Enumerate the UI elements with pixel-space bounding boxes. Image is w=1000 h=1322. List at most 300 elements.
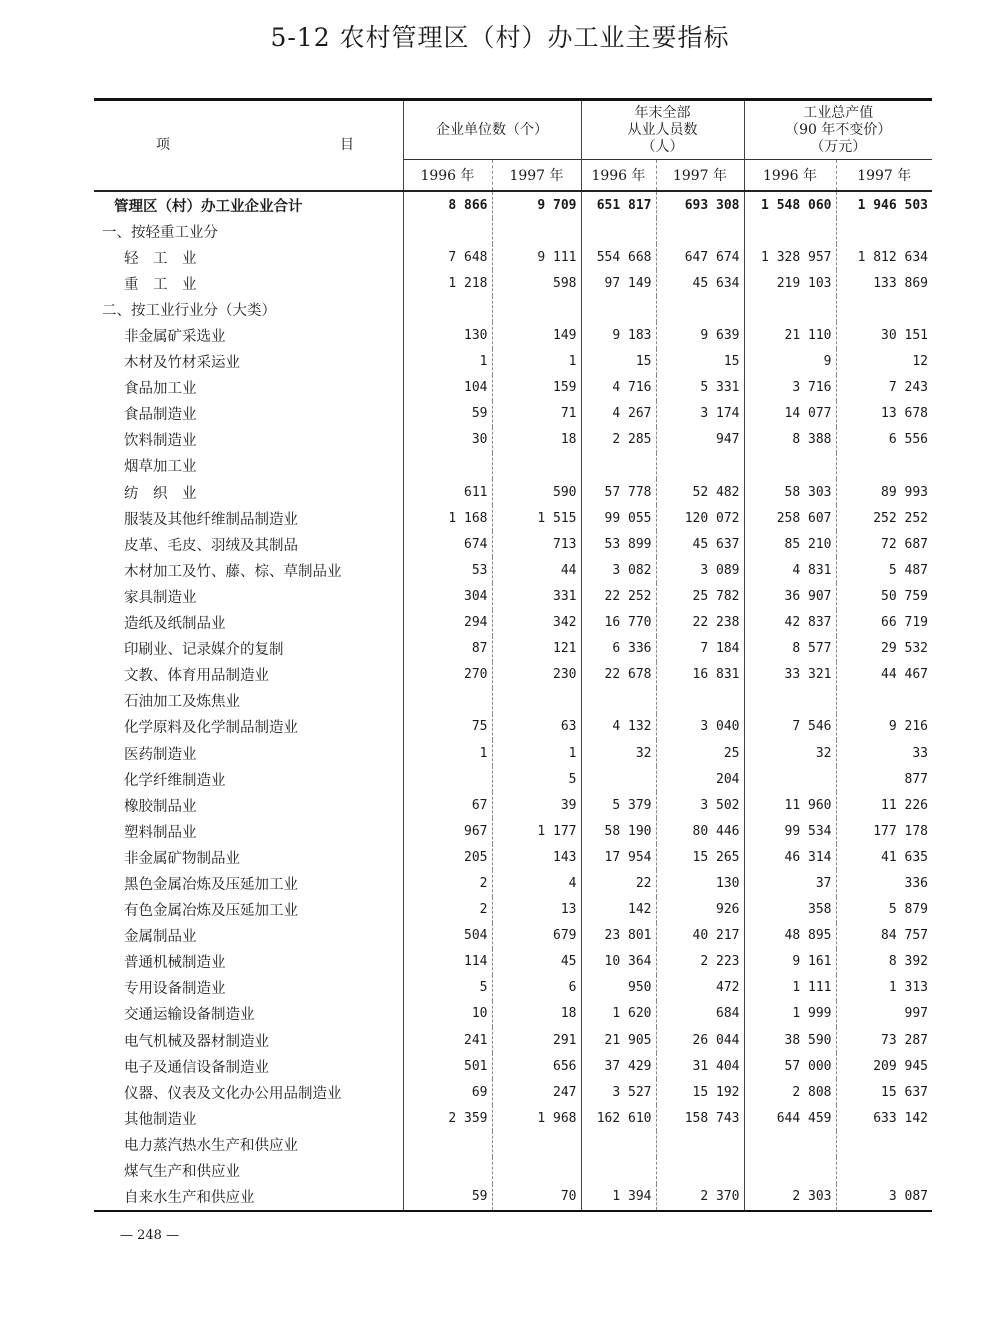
value-cell: 53 899 bbox=[581, 531, 656, 557]
value-cell: 9 639 bbox=[656, 322, 744, 348]
table-body bbox=[94, 191, 932, 1211]
units-year-1997: 1997 年 bbox=[492, 160, 581, 192]
value-cell: 22 238 bbox=[656, 610, 744, 636]
value-cell: 5 331 bbox=[656, 375, 744, 401]
value-cell: 219 103 bbox=[744, 270, 836, 296]
value-cell: 87 bbox=[403, 636, 492, 662]
value-cell bbox=[403, 1157, 492, 1183]
row-label: 石油加工及炼焦业 bbox=[124, 694, 240, 711]
value-cell: 22 bbox=[581, 870, 656, 896]
table-row bbox=[94, 740, 932, 766]
value-cell: 656 bbox=[492, 1053, 581, 1079]
value-cell: 37 429 bbox=[581, 1053, 656, 1079]
value-cell: 6 bbox=[492, 975, 581, 1001]
value-cell: 80 446 bbox=[656, 818, 744, 844]
value-cell bbox=[744, 453, 836, 479]
value-cell: 1 bbox=[492, 740, 581, 766]
value-cell: 5 487 bbox=[836, 557, 932, 583]
value-cell: 9 216 bbox=[836, 714, 932, 740]
table-row bbox=[94, 792, 932, 818]
value-cell: 304 bbox=[403, 583, 492, 609]
table-row bbox=[94, 844, 932, 870]
value-cell bbox=[492, 1131, 581, 1157]
value-cell: 6 336 bbox=[581, 636, 656, 662]
value-cell: 611 bbox=[403, 479, 492, 505]
value-cell: 142 bbox=[581, 897, 656, 923]
row-label: 食品加工业 bbox=[124, 381, 197, 398]
page-number: — 248 — bbox=[120, 1228, 180, 1243]
table-row bbox=[94, 349, 932, 375]
value-cell: 52 482 bbox=[656, 479, 744, 505]
value-cell: 5 bbox=[403, 975, 492, 1001]
value-cell: 16 770 bbox=[581, 610, 656, 636]
value-cell bbox=[403, 453, 492, 479]
value-cell: 9 161 bbox=[744, 949, 836, 975]
value-cell: 159 bbox=[492, 375, 581, 401]
table-row bbox=[94, 375, 932, 401]
value-cell: 590 bbox=[492, 479, 581, 505]
value-cell: 4 132 bbox=[581, 714, 656, 740]
table-row bbox=[94, 1105, 932, 1131]
value-cell: 2 303 bbox=[744, 1184, 836, 1211]
value-cell bbox=[581, 688, 656, 714]
table-row bbox=[94, 401, 932, 427]
row-label: 塑料制品业 bbox=[124, 824, 197, 841]
table-row bbox=[94, 583, 932, 609]
units-year-1996: 1996 年 bbox=[403, 160, 492, 192]
value-cell bbox=[581, 218, 656, 244]
value-cell: 162 610 bbox=[581, 1105, 656, 1131]
table-row bbox=[94, 610, 932, 636]
value-cell: 53 bbox=[403, 557, 492, 583]
value-cell: 11 960 bbox=[744, 792, 836, 818]
value-cell: 1 946 503 bbox=[836, 191, 932, 218]
value-cell: 133 869 bbox=[836, 270, 932, 296]
row-label: 服装及其他纤维制品制造业 bbox=[124, 511, 298, 528]
value-cell: 84 757 bbox=[836, 923, 932, 949]
table-row bbox=[94, 1184, 932, 1211]
row-label: 橡胶制品业 bbox=[124, 798, 197, 815]
row-label: 食品制造业 bbox=[124, 407, 197, 424]
value-cell: 997 bbox=[836, 1001, 932, 1027]
value-cell: 120 072 bbox=[656, 505, 744, 531]
value-cell: 38 590 bbox=[744, 1027, 836, 1053]
value-cell: 143 bbox=[492, 844, 581, 870]
value-cell: 241 bbox=[403, 1027, 492, 1053]
value-cell: 15 bbox=[581, 349, 656, 375]
value-cell: 12 bbox=[836, 349, 932, 375]
row-label: 电气机械及器材制造业 bbox=[124, 1033, 269, 1050]
value-cell bbox=[581, 766, 656, 792]
row-label: 皮革、毛皮、羽绒及其制品 bbox=[124, 537, 298, 554]
value-cell: 7 184 bbox=[656, 636, 744, 662]
value-cell: 2 370 bbox=[656, 1184, 744, 1211]
value-cell: 331 bbox=[492, 583, 581, 609]
table-row bbox=[94, 427, 932, 453]
row-label: 非金属矿物制品业 bbox=[124, 850, 240, 867]
value-cell: 36 907 bbox=[744, 583, 836, 609]
value-cell: 42 837 bbox=[744, 610, 836, 636]
table-row bbox=[94, 766, 932, 792]
value-cell: 63 bbox=[492, 714, 581, 740]
table-row bbox=[94, 870, 932, 896]
value-cell: 1 328 957 bbox=[744, 244, 836, 270]
value-cell bbox=[836, 1157, 932, 1183]
value-cell: 1 bbox=[403, 349, 492, 375]
value-cell: 85 210 bbox=[744, 531, 836, 557]
value-cell bbox=[656, 296, 744, 322]
value-cell: 58 190 bbox=[581, 818, 656, 844]
value-cell: 7 648 bbox=[403, 244, 492, 270]
value-cell: 2 359 bbox=[403, 1105, 492, 1131]
value-cell: 3 082 bbox=[581, 557, 656, 583]
value-cell: 3 087 bbox=[836, 1184, 932, 1211]
output-year-1996: 1996 年 bbox=[744, 160, 836, 192]
value-cell: 205 bbox=[403, 844, 492, 870]
value-cell bbox=[656, 1157, 744, 1183]
value-cell: 57 000 bbox=[744, 1053, 836, 1079]
value-cell: 209 945 bbox=[836, 1053, 932, 1079]
row-label: 木材加工及竹、藤、棕、草制品业 bbox=[124, 563, 342, 580]
value-cell: 674 bbox=[403, 531, 492, 557]
value-cell bbox=[656, 453, 744, 479]
value-cell: 950 bbox=[581, 975, 656, 1001]
value-cell: 59 bbox=[403, 1184, 492, 1211]
value-cell: 877 bbox=[836, 766, 932, 792]
value-cell: 294 bbox=[403, 610, 492, 636]
value-cell bbox=[656, 688, 744, 714]
value-cell bbox=[836, 218, 932, 244]
table-row bbox=[94, 531, 932, 557]
value-cell: 204 bbox=[656, 766, 744, 792]
value-cell bbox=[744, 1157, 836, 1183]
value-cell: 25 782 bbox=[656, 583, 744, 609]
value-cell: 32 bbox=[581, 740, 656, 766]
value-cell: 9 bbox=[744, 349, 836, 375]
value-cell: 291 bbox=[492, 1027, 581, 1053]
value-cell bbox=[656, 218, 744, 244]
table-row bbox=[94, 244, 932, 270]
table-row bbox=[94, 662, 932, 688]
table-row bbox=[94, 1001, 932, 1027]
value-cell: 59 bbox=[403, 401, 492, 427]
value-cell bbox=[492, 453, 581, 479]
row-label: 化学原料及化学制品制造业 bbox=[124, 720, 298, 737]
value-cell: 32 bbox=[744, 740, 836, 766]
value-cell: 2 285 bbox=[581, 427, 656, 453]
table-row bbox=[94, 557, 932, 583]
value-cell: 2 223 bbox=[656, 949, 744, 975]
value-cell: 8 392 bbox=[836, 949, 932, 975]
table-row bbox=[94, 923, 932, 949]
row-label: 一、按轻重工业分 bbox=[102, 224, 218, 241]
value-cell: 15 637 bbox=[836, 1079, 932, 1105]
row-label: 化学纤维制造业 bbox=[124, 772, 226, 789]
value-cell bbox=[836, 1131, 932, 1157]
value-cell: 13 678 bbox=[836, 401, 932, 427]
value-cell: 270 bbox=[403, 662, 492, 688]
value-cell: 121 bbox=[492, 636, 581, 662]
value-cell: 1 bbox=[403, 740, 492, 766]
output-year-1997: 1997 年 bbox=[836, 160, 932, 192]
value-cell: 6 556 bbox=[836, 427, 932, 453]
value-cell: 17 954 bbox=[581, 844, 656, 870]
table-row bbox=[94, 897, 932, 923]
value-cell: 48 895 bbox=[744, 923, 836, 949]
value-cell: 58 303 bbox=[744, 479, 836, 505]
table-row bbox=[94, 218, 932, 244]
row-label: 轻 工 业 bbox=[124, 250, 197, 267]
row-label: 电力蒸汽热水生产和供应业 bbox=[124, 1137, 298, 1154]
value-cell: 37 bbox=[744, 870, 836, 896]
employees-year-1997: 1997 年 bbox=[656, 160, 744, 192]
value-cell bbox=[744, 1131, 836, 1157]
value-cell: 45 bbox=[492, 949, 581, 975]
table-row bbox=[94, 975, 932, 1001]
table-row bbox=[94, 322, 932, 348]
value-cell bbox=[403, 688, 492, 714]
value-cell bbox=[744, 688, 836, 714]
value-cell: 651 817 bbox=[581, 191, 656, 218]
table-row bbox=[94, 714, 932, 740]
value-cell: 4 716 bbox=[581, 375, 656, 401]
row-label: 印刷业、记录媒介的复制 bbox=[124, 642, 284, 659]
row-label: 仪器、仪表及文化办公用品制造业 bbox=[124, 1085, 342, 1102]
value-cell: 22 678 bbox=[581, 662, 656, 688]
value-cell: 16 831 bbox=[656, 662, 744, 688]
value-cell: 15 bbox=[656, 349, 744, 375]
value-cell bbox=[744, 218, 836, 244]
value-cell: 15 265 bbox=[656, 844, 744, 870]
value-cell: 14 077 bbox=[744, 401, 836, 427]
value-cell: 130 bbox=[403, 322, 492, 348]
table-row bbox=[94, 1053, 932, 1079]
value-cell: 4 831 bbox=[744, 557, 836, 583]
value-cell: 30 bbox=[403, 427, 492, 453]
value-cell bbox=[836, 453, 932, 479]
value-cell: 23 801 bbox=[581, 923, 656, 949]
value-cell: 504 bbox=[403, 923, 492, 949]
value-cell: 8 388 bbox=[744, 427, 836, 453]
value-cell: 45 634 bbox=[656, 270, 744, 296]
value-cell: 18 bbox=[492, 1001, 581, 1027]
value-cell: 693 308 bbox=[656, 191, 744, 218]
row-label: 管理区（村）办工业企业合计 bbox=[94, 191, 403, 218]
value-cell: 9 183 bbox=[581, 322, 656, 348]
value-cell: 9 709 bbox=[492, 191, 581, 218]
value-cell: 44 467 bbox=[836, 662, 932, 688]
value-cell: 1 168 bbox=[403, 505, 492, 531]
value-cell: 8 866 bbox=[403, 191, 492, 218]
value-cell: 7 243 bbox=[836, 375, 932, 401]
value-cell bbox=[656, 1131, 744, 1157]
value-cell: 149 bbox=[492, 322, 581, 348]
value-cell: 11 226 bbox=[836, 792, 932, 818]
table-row bbox=[94, 1157, 932, 1183]
table-row bbox=[94, 505, 932, 531]
value-cell bbox=[581, 1157, 656, 1183]
value-cell: 336 bbox=[836, 870, 932, 896]
value-cell: 1 812 634 bbox=[836, 244, 932, 270]
value-cell: 158 743 bbox=[656, 1105, 744, 1131]
value-cell: 4 bbox=[492, 870, 581, 896]
value-cell: 967 bbox=[403, 818, 492, 844]
value-cell: 39 bbox=[492, 792, 581, 818]
output-group-header: 工业总产值 （90 年不变价） （万元） bbox=[744, 100, 932, 160]
row-label: 电子及通信设备制造业 bbox=[124, 1059, 269, 1076]
industry-indicators-table bbox=[94, 98, 932, 1212]
value-cell bbox=[836, 688, 932, 714]
table-row bbox=[94, 296, 932, 322]
value-cell: 71 bbox=[492, 401, 581, 427]
value-cell bbox=[403, 296, 492, 322]
value-cell: 633 142 bbox=[836, 1105, 932, 1131]
value-cell: 2 bbox=[403, 870, 492, 896]
value-cell: 3 716 bbox=[744, 375, 836, 401]
value-cell: 21 905 bbox=[581, 1027, 656, 1053]
table-row bbox=[94, 1079, 932, 1105]
value-cell bbox=[403, 1131, 492, 1157]
value-cell: 3 502 bbox=[656, 792, 744, 818]
row-label: 普通机械制造业 bbox=[124, 955, 226, 972]
value-cell: 342 bbox=[492, 610, 581, 636]
value-cell: 947 bbox=[656, 427, 744, 453]
value-cell: 57 778 bbox=[581, 479, 656, 505]
value-cell: 472 bbox=[656, 975, 744, 1001]
row-label: 文教、体育用品制造业 bbox=[124, 668, 269, 685]
employees-year-1996: 1996 年 bbox=[581, 160, 656, 192]
row-label: 医药制造业 bbox=[124, 746, 197, 763]
value-cell: 247 bbox=[492, 1079, 581, 1105]
value-cell: 252 252 bbox=[836, 505, 932, 531]
item-header-left: 项 bbox=[156, 137, 170, 153]
value-cell: 31 404 bbox=[656, 1053, 744, 1079]
value-cell bbox=[492, 218, 581, 244]
value-cell: 926 bbox=[656, 897, 744, 923]
item-header-right: 目 bbox=[340, 137, 354, 153]
value-cell: 358 bbox=[744, 897, 836, 923]
row-label: 自来水生产和供应业 bbox=[94, 1184, 403, 1211]
value-cell: 18 bbox=[492, 427, 581, 453]
value-cell: 10 bbox=[403, 1001, 492, 1027]
units-group-header: 企业单位数（个） bbox=[403, 100, 581, 160]
value-cell: 130 bbox=[656, 870, 744, 896]
value-cell: 5 879 bbox=[836, 897, 932, 923]
row-label: 交通运输设备制造业 bbox=[124, 1007, 255, 1024]
table-row bbox=[94, 818, 932, 844]
value-cell: 1 313 bbox=[836, 975, 932, 1001]
value-cell: 33 321 bbox=[744, 662, 836, 688]
value-cell: 644 459 bbox=[744, 1105, 836, 1131]
value-cell: 1 bbox=[492, 349, 581, 375]
value-cell: 1 515 bbox=[492, 505, 581, 531]
table-row bbox=[94, 1027, 932, 1053]
value-cell: 104 bbox=[403, 375, 492, 401]
value-cell: 67 bbox=[403, 792, 492, 818]
row-label: 烟草加工业 bbox=[124, 459, 197, 476]
value-cell: 26 044 bbox=[656, 1027, 744, 1053]
value-cell: 2 808 bbox=[744, 1079, 836, 1105]
table-row bbox=[94, 688, 932, 714]
row-label: 重 工 业 bbox=[124, 276, 197, 293]
value-cell: 1 620 bbox=[581, 1001, 656, 1027]
value-cell: 40 217 bbox=[656, 923, 744, 949]
value-cell: 7 546 bbox=[744, 714, 836, 740]
item-column-header bbox=[94, 100, 403, 192]
value-cell: 258 607 bbox=[744, 505, 836, 531]
value-cell bbox=[581, 453, 656, 479]
table-row bbox=[94, 453, 932, 479]
value-cell: 3 089 bbox=[656, 557, 744, 583]
value-cell: 5 bbox=[492, 766, 581, 792]
value-cell: 69 bbox=[403, 1079, 492, 1105]
row-label: 饮料制造业 bbox=[124, 433, 197, 450]
row-label: 家具制造业 bbox=[124, 589, 197, 606]
value-cell: 73 287 bbox=[836, 1027, 932, 1053]
row-label: 木材及竹材采运业 bbox=[124, 355, 240, 372]
table-row bbox=[94, 270, 932, 296]
row-label: 二、按工业行业分（大类） bbox=[102, 302, 276, 319]
value-cell: 2 bbox=[403, 897, 492, 923]
value-cell: 13 bbox=[492, 897, 581, 923]
value-cell: 230 bbox=[492, 662, 581, 688]
row-label: 非金属矿采选业 bbox=[124, 329, 226, 346]
value-cell bbox=[492, 296, 581, 322]
page-title: 5-12 农村管理区（村）办工业主要指标 bbox=[270, 23, 730, 52]
table-row bbox=[94, 191, 932, 218]
value-cell: 50 759 bbox=[836, 583, 932, 609]
value-cell: 29 532 bbox=[836, 636, 932, 662]
row-label: 金属制品业 bbox=[124, 929, 197, 946]
value-cell: 1 968 bbox=[492, 1105, 581, 1131]
value-cell bbox=[403, 766, 492, 792]
value-cell: 3 527 bbox=[581, 1079, 656, 1105]
value-cell bbox=[836, 296, 932, 322]
value-cell: 99 055 bbox=[581, 505, 656, 531]
table-row bbox=[94, 949, 932, 975]
value-cell: 72 687 bbox=[836, 531, 932, 557]
value-cell: 21 110 bbox=[744, 322, 836, 348]
value-cell: 1 999 bbox=[744, 1001, 836, 1027]
value-cell bbox=[492, 688, 581, 714]
value-cell: 10 364 bbox=[581, 949, 656, 975]
value-cell: 1 177 bbox=[492, 818, 581, 844]
value-cell: 89 993 bbox=[836, 479, 932, 505]
value-cell: 41 635 bbox=[836, 844, 932, 870]
value-cell: 1 548 060 bbox=[744, 191, 836, 218]
value-cell bbox=[581, 296, 656, 322]
value-cell: 3 040 bbox=[656, 714, 744, 740]
value-cell: 8 577 bbox=[744, 636, 836, 662]
row-label: 有色金属冶炼及压延加工业 bbox=[124, 903, 298, 920]
value-cell: 22 252 bbox=[581, 583, 656, 609]
row-label: 专用设备制造业 bbox=[124, 981, 226, 998]
row-label: 其他制造业 bbox=[124, 1111, 197, 1128]
value-cell: 15 192 bbox=[656, 1079, 744, 1105]
value-cell: 66 719 bbox=[836, 610, 932, 636]
value-cell: 713 bbox=[492, 531, 581, 557]
row-label: 煤气生产和供应业 bbox=[124, 1164, 240, 1181]
value-cell: 501 bbox=[403, 1053, 492, 1079]
value-cell: 75 bbox=[403, 714, 492, 740]
value-cell bbox=[581, 1131, 656, 1157]
value-cell: 25 bbox=[656, 740, 744, 766]
employees-group-header: 年末全部 从业人员数 （人） bbox=[581, 100, 744, 160]
value-cell: 99 534 bbox=[744, 818, 836, 844]
row-label: 黑色金属冶炼及压延加工业 bbox=[124, 876, 298, 893]
value-cell: 46 314 bbox=[744, 844, 836, 870]
value-cell bbox=[492, 1157, 581, 1183]
